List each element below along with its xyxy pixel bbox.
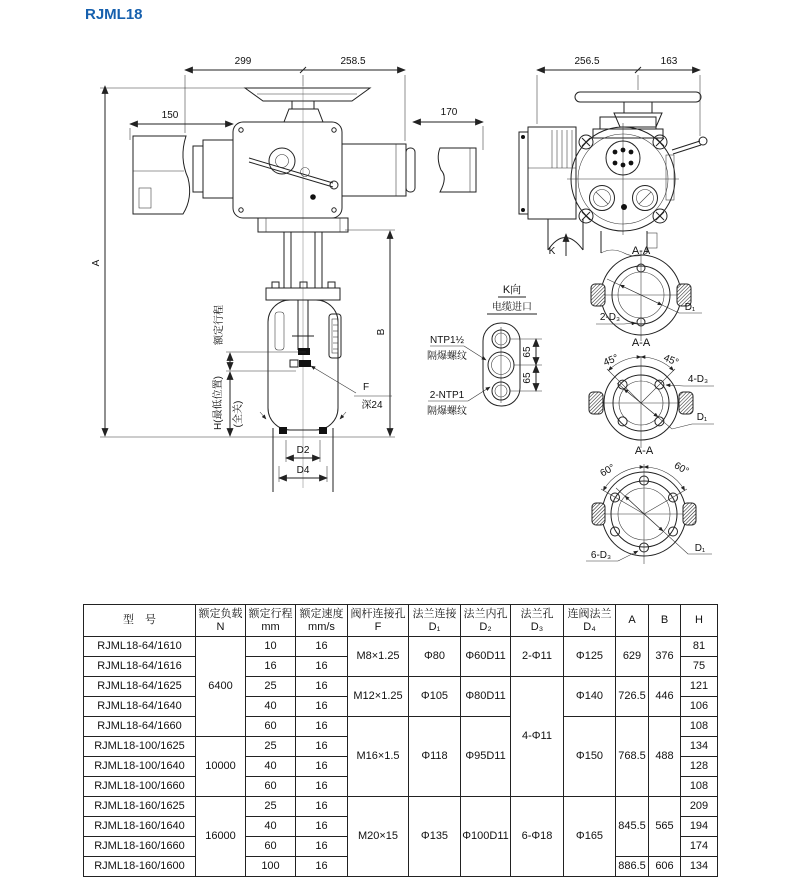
table-cell: 768.5 [616,717,649,797]
table-cell: 16 [296,657,348,677]
table-cell: 25 [246,737,296,757]
table-cell: 629 [616,637,649,677]
table-cell: 174 [681,837,718,857]
dim-B: B [376,328,387,336]
table-cell: 10000 [196,737,246,797]
table-cell: Φ165 [564,797,616,877]
table-cell: Φ125 [564,637,616,677]
table-cell: 16 [296,677,348,697]
column-header: A [616,605,649,637]
table-cell: 16 [296,637,348,657]
dim-258-5: 258.5 [340,56,366,67]
label-flameproof-thread-2: 隔爆螺纹 [427,406,467,417]
label-ntp1-half: NTP1½ [430,335,464,346]
table-cell: 108 [681,777,718,797]
spec-table-body [84,605,718,877]
table-row [84,797,718,817]
table-cell: 16 [296,817,348,837]
table-cell: 2-Φ11 [511,637,564,677]
table-cell: 4-Φ11 [511,677,564,797]
column-header: 额定行程 mm [246,605,296,637]
table-cell: Φ95D11 [461,717,511,797]
label-fully-closed: (全关) [233,400,244,428]
section-2-holes-label: 4-D₃ [687,374,709,385]
section-2-bore-label: D₁ [696,412,708,423]
table-cell: RJML18-100/1640 [84,757,196,777]
table-row [84,637,718,657]
drawing-svg [0,30,800,595]
side-view [519,56,707,257]
table-cell: RJML18-64/1625 [84,677,196,697]
table-cell: 60 [246,777,296,797]
table-cell: 16 [296,797,348,817]
table-cell: 565 [649,797,681,857]
dim-150: 150 [161,110,179,121]
table-cell: 40 [246,757,296,777]
table-cell: M12×1.25 [348,677,409,717]
section-2-angle-left: 45° [601,352,621,369]
table-cell: 194 [681,817,718,837]
table-cell: 81 [681,637,718,657]
section-3-bore-label: D₁ [694,543,706,554]
table-cell: RJML18-160/1660 [84,837,196,857]
table-cell: 376 [649,637,681,677]
dim-256-5: 256.5 [574,56,600,67]
table-cell: 16000 [196,797,246,877]
label-stem-hole-F: F [362,382,370,393]
table-cell: 121 [681,677,718,697]
table-cell: 16 [246,657,296,677]
table-cell: 100 [246,857,296,877]
table-cell: M8×1.25 [348,637,409,677]
table-cell: RJML18-160/1600 [84,857,196,877]
column-header: 法兰内孔 D₂ [461,605,511,637]
table-cell: RJML18-64/1616 [84,657,196,677]
table-cell: RJML18-64/1660 [84,717,196,737]
section-2-title: A-A [631,337,651,349]
table-cell: Φ60D11 [461,637,511,677]
label-min-position: H(最低位置) [213,376,224,430]
dim-65-top: 65 [522,346,533,358]
table-header-row [84,605,718,637]
table-cell: 75 [681,657,718,677]
front-view [91,56,483,492]
table-cell: 209 [681,797,718,817]
table-cell: 60 [246,837,296,857]
dim-299: 299 [234,56,252,67]
table-cell: RJML18-64/1610 [84,637,196,657]
table-cell: Φ100D11 [461,797,511,877]
table-cell: 60 [246,717,296,737]
dim-D2: D2 [296,445,310,456]
column-header: 法兰孔 D₃ [511,605,564,637]
section-aa-3 [586,445,712,564]
table-cell: Φ80D11 [461,677,511,717]
technical-drawing [0,30,800,600]
table-cell: 128 [681,757,718,777]
table-cell: Φ140 [564,677,616,717]
table-cell: 6-Φ18 [511,797,564,877]
label-depth-24: 深24 [361,400,383,411]
table-cell: Φ105 [409,677,461,717]
table-cell: 25 [246,797,296,817]
table-row [84,717,718,737]
column-header: 连阀法兰 D₄ [564,605,616,637]
table-cell: 40 [246,817,296,837]
table-cell: 16 [296,857,348,877]
cable-view-subtitle: 电缆进口 [492,302,532,313]
table-cell: 25 [246,677,296,697]
table-cell: Φ118 [409,717,461,797]
column-header: 法兰连接 D₁ [409,605,461,637]
table-cell: 16 [296,717,348,737]
section-3-title: A-A [634,445,654,457]
section-aa-2 [589,337,714,448]
dim-170: 170 [440,107,458,118]
table-cell: 488 [649,717,681,797]
page-title: RJML18 [85,6,143,23]
section-1-bore-label: D₁ [684,302,696,313]
section-aa-1 [591,245,702,341]
table-cell: M20×15 [348,797,409,877]
dim-A: A [91,259,102,267]
column-header: B [649,605,681,637]
label-2-ntp1: 2-NTP1 [429,390,465,401]
table-cell: 726.5 [616,677,649,717]
table-cell: 446 [649,677,681,717]
dim-163: 163 [660,56,678,67]
table-cell: M16×1.5 [348,717,409,797]
table-cell: 886.5 [616,857,649,877]
table-cell: RJML18-100/1625 [84,737,196,757]
cable-view-title: K向 [502,284,522,296]
label-flameproof-thread-1: 隔爆螺纹 [427,351,467,362]
table-cell: 108 [681,717,718,737]
label-rated-stroke: 额定行程 [214,305,225,345]
column-header: H [681,605,718,637]
label-K: K [548,246,556,257]
dim-D4: D4 [296,465,310,476]
column-header: 额定速度 mm/s [296,605,348,637]
table-cell: 845.5 [616,797,649,857]
table-cell: 16 [296,757,348,777]
section-1-holes-label: 2-D₃ [599,312,621,323]
table-cell: 106 [681,697,718,717]
section-3-angle-right: 60° [671,460,691,478]
column-header: 阀杆连接孔 F [348,605,409,637]
section-3-holes-label: 6-D₃ [590,550,612,561]
table-cell: 134 [681,737,718,757]
table-cell: RJML18-64/1640 [84,697,196,717]
section-2-angle-right: 45° [661,352,681,369]
dim-65-bottom: 65 [522,372,533,384]
table-cell: Φ80 [409,637,461,677]
section-3-angle-left: 60° [598,462,618,480]
table-cell: 10 [246,637,296,657]
table-cell: 16 [296,737,348,757]
table-cell: 16 [296,697,348,717]
table-cell: Φ135 [409,797,461,877]
cable-entry-view [427,282,542,417]
table-cell: 134 [681,857,718,877]
spec-table-wrap [83,604,718,877]
table-cell: 40 [246,697,296,717]
table-cell: 16 [296,837,348,857]
section-1-title: A-A [631,245,651,257]
table-cell: Φ150 [564,717,616,797]
table-cell: 6400 [196,637,246,737]
table-cell: 606 [649,857,681,877]
table-cell: 16 [296,777,348,797]
column-header: 型 号 [84,605,196,637]
table-cell: RJML18-100/1660 [84,777,196,797]
column-header: 额定负载 N [196,605,246,637]
table-row [84,677,718,697]
table-cell: RJML18-160/1625 [84,797,196,817]
table-cell: RJML18-160/1640 [84,817,196,837]
spec-table [83,604,718,877]
